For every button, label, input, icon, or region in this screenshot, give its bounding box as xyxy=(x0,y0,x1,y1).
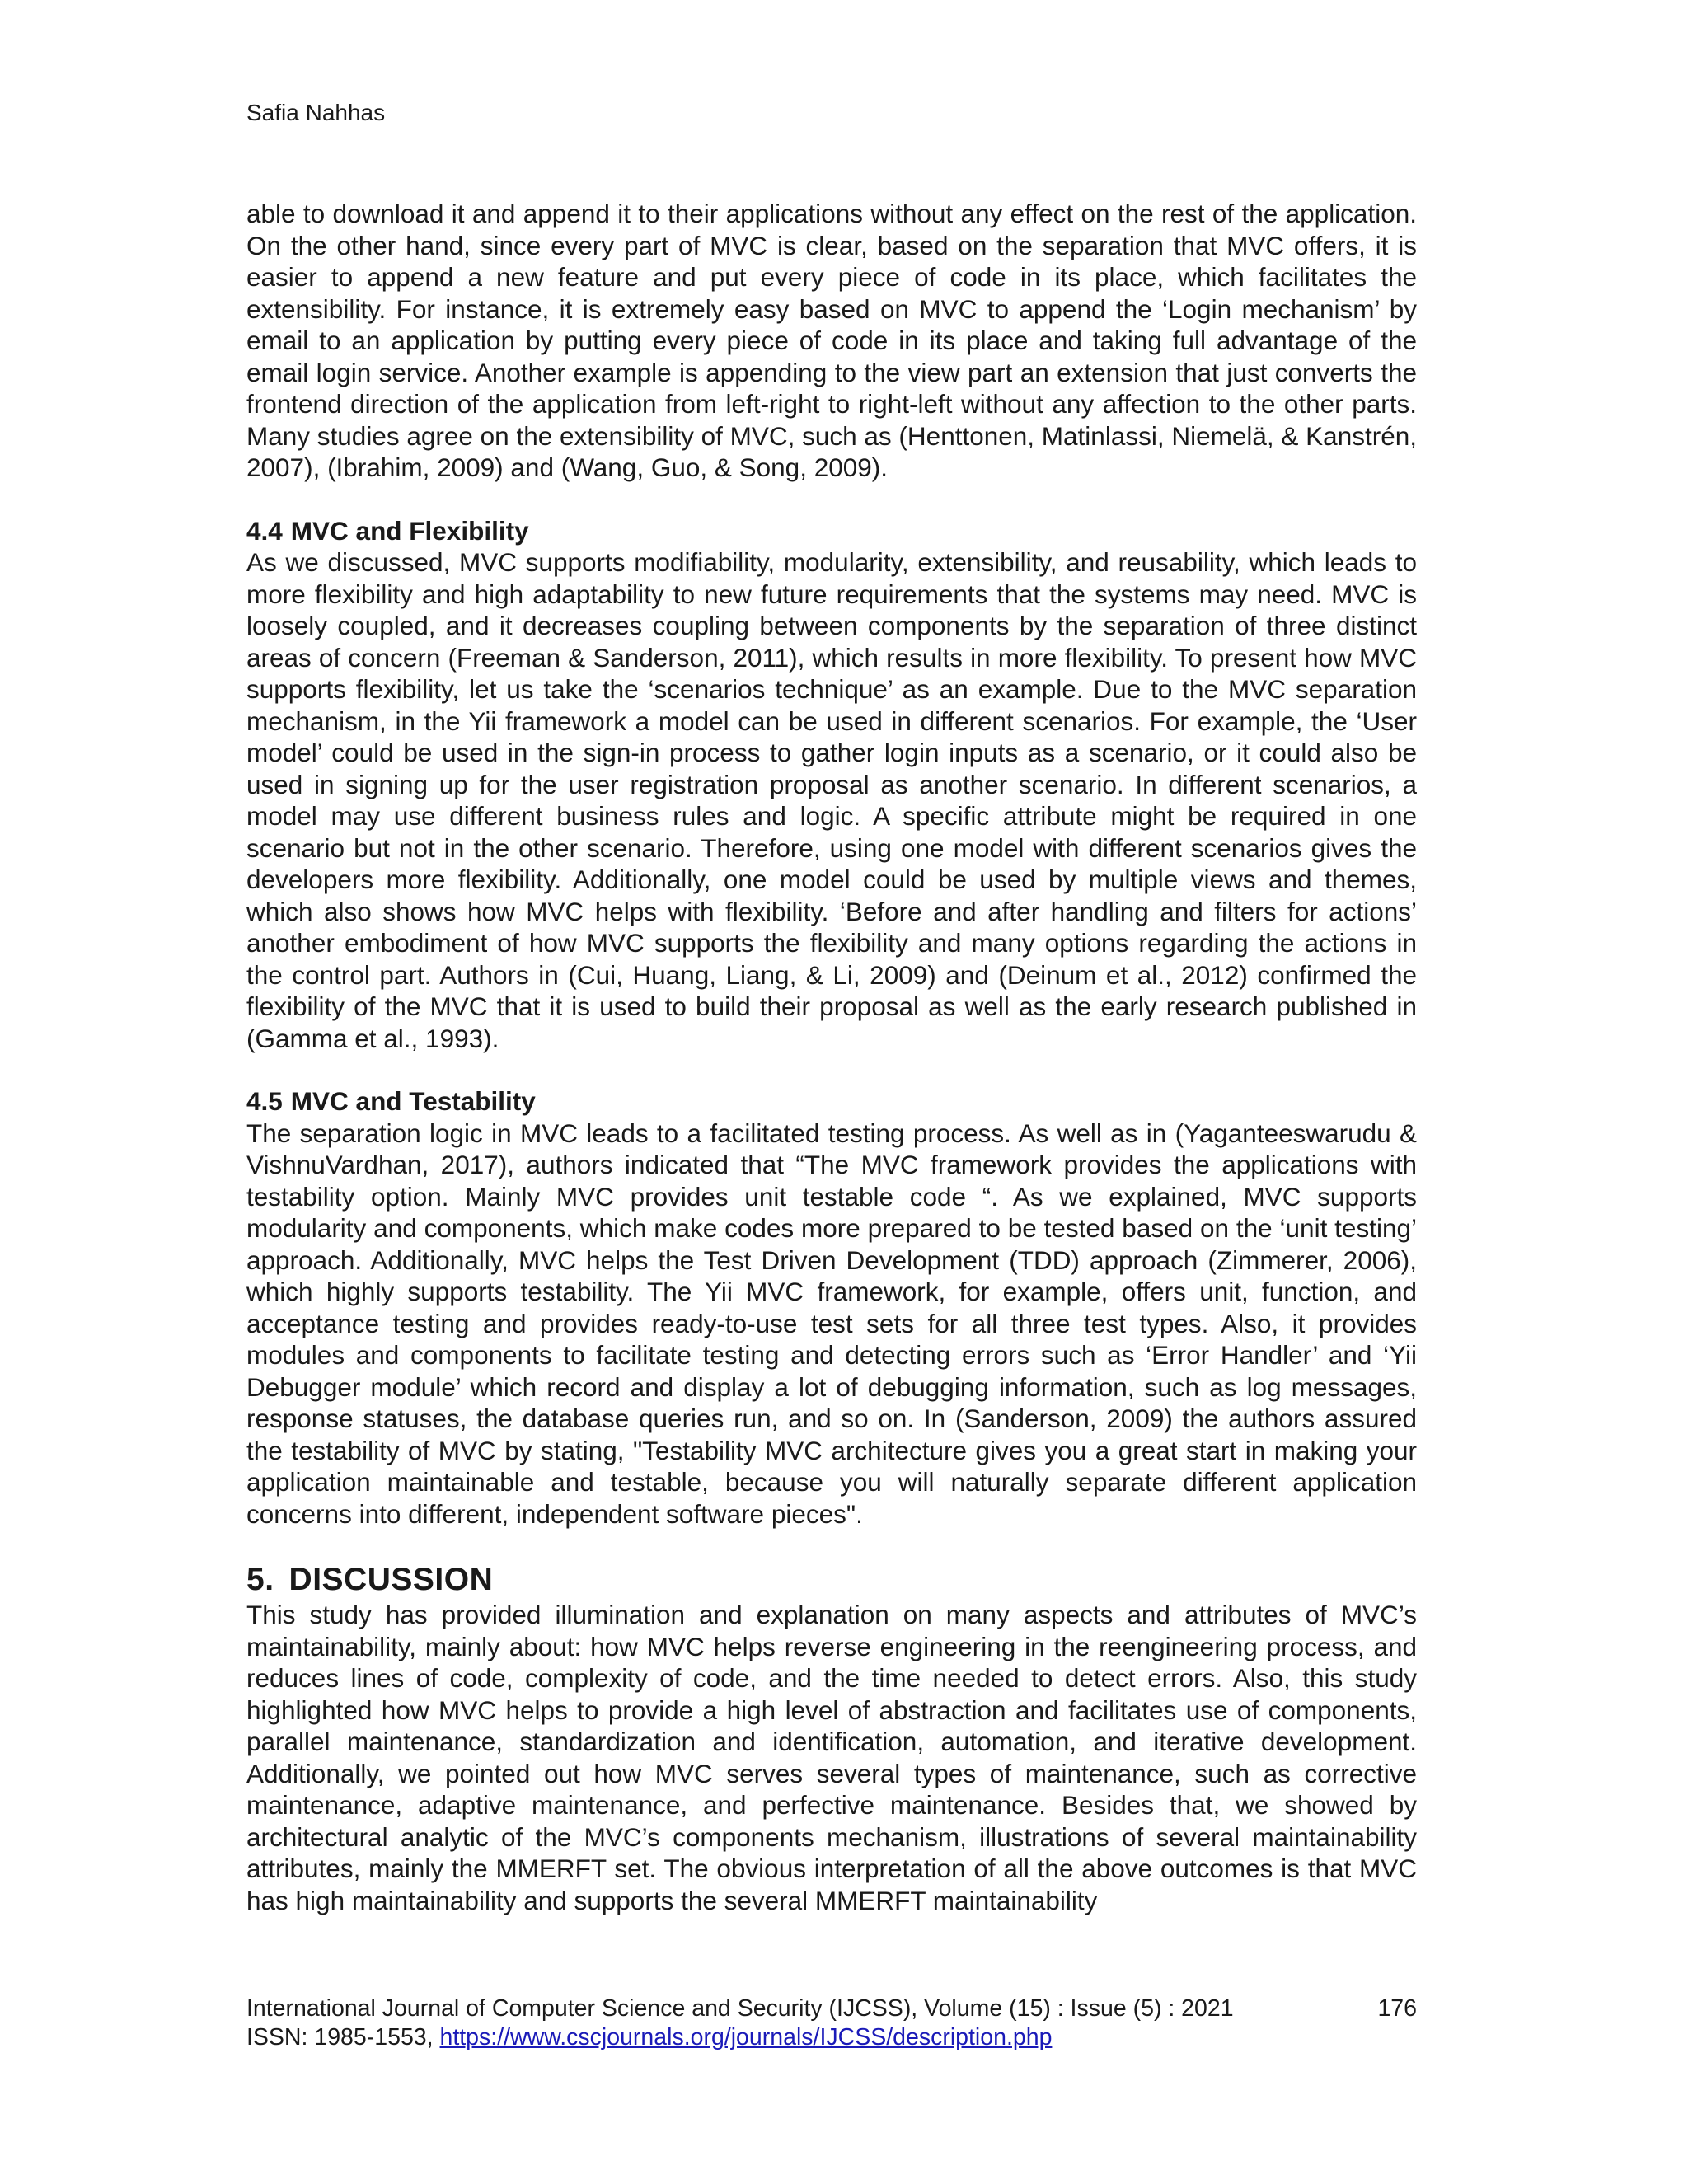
footer-journal: International Journal of Computer Science and Security (IJCSS), Volume (15) : Issue (5) : 2021 xyxy=(246,1995,1234,2022)
page-number: 176 xyxy=(1377,1995,1417,2022)
section-4-5-paragraph: The separation logic in MVC leads to a facilitated testing process. As well as in (Yaganteeswarudu & VishnuVardhan, 2017), authors indicated that “The MVC framework provides the applications with testability option. Mainly MVC provides unit testable code “. As we explained, MVC supports modularity and components, which make codes more prepared to be tested based on the ‘unit testing’ approach. Additionally, MVC helps the Test Driven Development (TDD) approach (Zimmerer, 2006), which highly supports testability. The Yii MVC framework, for example, offers unit, function, and acceptance testing and provides ready-to-use test sets for all three test types. Also, it provides modules and components to facilitate testing and detecting errors such as ‘Error Handler’ and ‘Yii Debugger module’ which record and display a lot of debugging information, such as log messages, response statuses, the database queries run, and so on. In (Sanderson, 2009) the authors assured the testability of MVC by stating, "Testability MVC architecture gives you a great start in making your application maintainable and testable, because you will naturally separate different application concerns into different, independent software pieces". xyxy=(246,1118,1417,1529)
page-footer xyxy=(246,1994,1417,2052)
intro-paragraph: able to download it and append it to their applications without any effect on the rest of the application. On the other hand, since every part of MVC is clear, based on the separation that MVC offers, it is easier to append a new feature and put every piece of code in its place, which facilitates the extensibility. For instance, it is extremely easy based on MVC to append the ‘Login mechanism’ by email to an application by putting every piece of code in its place and taking full advantage of the email login service. Another example is appending to the view part an extension that just converts the frontend direction of the application from left-right to right-left without any affection to the other parts. Many studies agree on the extensibility of MVC, such as (Henttonen, Matinlassi, Niemelä, & Kanstrén, 2007), (Ibrahim, 2009) and (Wang, Guo, & Song, 2009). xyxy=(246,199,1417,482)
section-5-paragraph: This study has provided illumination and explanation on many aspects and attributes of MVC’s maintainability, mainly about: how MVC helps reverse engineering in the reengineering process, and reduces lines of code, complexity of code, and the time needed to detect errors. Also, this study highlighted how MVC helps to provide a high level of abstraction and facilitates use of components, parallel maintenance, standardization and identification, automation, and iterative development. Additionally, we pointed out how MVC serves several types of maintenance, such as corrective maintenance, adaptive maintenance, and perfective maintenance. Besides that, we showed by architectural analytic of the MVC’s components mechanism, illustrations of several maintainability attributes, mainly the MMERFT set. The obvious interpretation of all the above outcomes is that MVC has high maintainability and supports the several MMERFT maintainability xyxy=(246,1600,1417,1915)
footer-issn: ISSN: 1985-1553, xyxy=(246,2024,440,2050)
footer-journal-line xyxy=(246,1994,1417,2023)
section-title: DISCUSSION xyxy=(288,1562,494,1597)
section-5-heading xyxy=(246,1561,1417,1599)
section-4-4-heading xyxy=(246,515,1417,547)
section-title: MVC and Testability xyxy=(290,1086,536,1116)
section-number: 4.5 xyxy=(246,1086,283,1116)
section-number: 4.4 xyxy=(246,515,283,546)
footer-issn-line xyxy=(246,2023,1417,2052)
section-number: 5. xyxy=(246,1562,274,1597)
section-4-5-heading xyxy=(246,1085,1417,1118)
journal-link[interactable]: https://www.cscjournals.org/journals/IJCSS/description.php xyxy=(439,2024,1053,2050)
running-header-author: Safia Nahhas xyxy=(246,100,386,125)
section-4-4-paragraph: As we discussed, MVC supports modifiability, modularity, extensibility, and reusability, which leads to more flexibility and high adaptability to new future requirements that the systems may need. MVC is loosely coupled, and it decreases coupling between components by the separation of three distinct areas of concern (Freeman & Sanderson, 2011), which results in more flexibility. To present how MVC supports flexibility, let us take the ‘scenarios technique’ as an example. Due to the MVC separation mechanism, in the Yii framework a model can be used in different scenarios. For example, the ‘User model’ could be used in the sign-in process to gather login inputs as a scenario, or it could also be used in signing up for the user registration proposal as another scenario. In different scenarios, a model may use different business rules and logic. A specific attribute might be required in one scenario but not in the other scenario. Therefore, using one model with different scenarios gives the developers more flexibility. Additionally, one model could be used by multiple views and themes, which also shows how MVC helps with flexibility. ‘Before and after handling and filters for actions’ another embodiment of how MVC supports the flexibility and many options regarding the actions in the control part. Authors in (Cui, Huang, Liang, & Li, 2009) and (Deinum et al., 2012) confirmed the flexibility of the MVC that it is used to build their proposal as well as the early research published in (Gamma et al., 1993). xyxy=(246,547,1417,1053)
section-title: MVC and Flexibility xyxy=(290,515,529,546)
page-content xyxy=(246,198,1417,1916)
